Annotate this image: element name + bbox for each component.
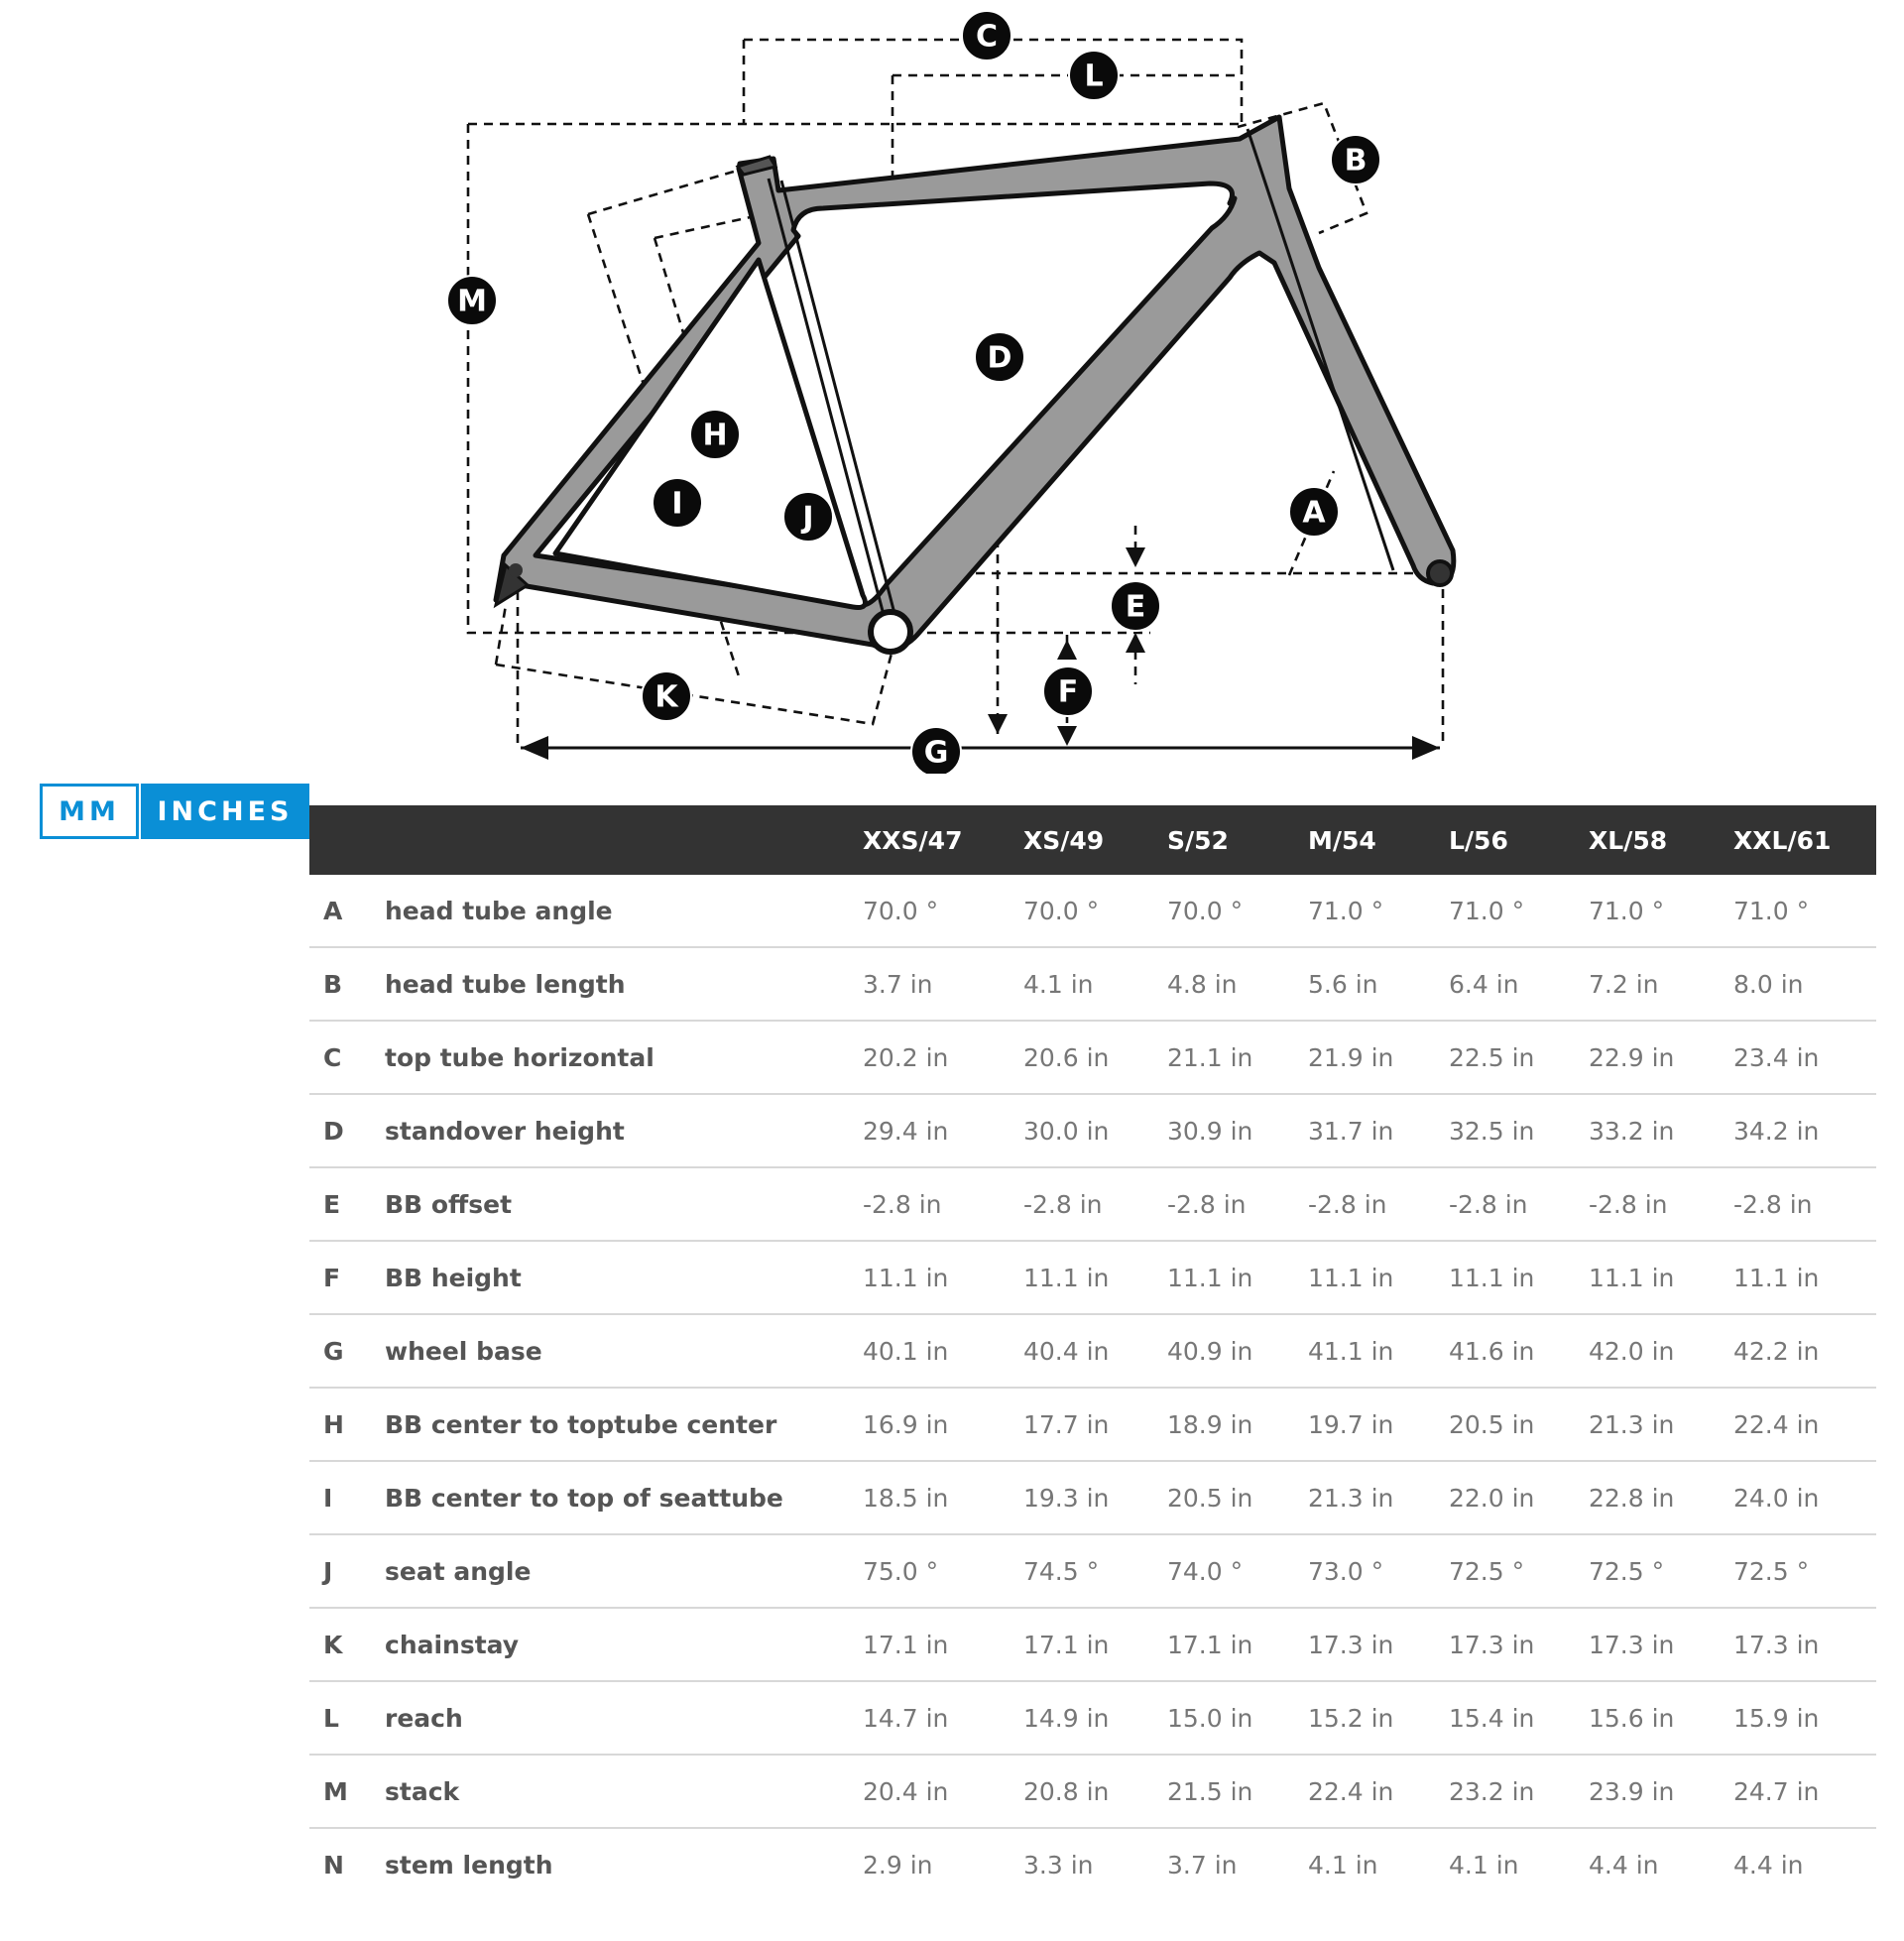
row-value: 31.7 in bbox=[1308, 1094, 1449, 1167]
svg-text:L: L bbox=[1084, 59, 1104, 94]
row-letter: H bbox=[309, 1388, 385, 1461]
row-label: stack bbox=[385, 1755, 863, 1828]
row-value: 23.9 in bbox=[1589, 1755, 1733, 1828]
table-row bbox=[309, 875, 1876, 947]
svg-text:K: K bbox=[654, 679, 678, 715]
row-value: 20.4 in bbox=[863, 1755, 1023, 1828]
row-value: 4.1 in bbox=[1023, 947, 1167, 1021]
row-value: 22.4 in bbox=[1308, 1755, 1449, 1828]
size-header: XL/58 bbox=[1589, 805, 1733, 875]
row-value: 24.7 in bbox=[1733, 1755, 1876, 1828]
row-value: 11.1 in bbox=[1449, 1241, 1589, 1314]
svg-text:H: H bbox=[702, 418, 728, 453]
svg-text:G: G bbox=[923, 735, 949, 771]
geometry-table bbox=[309, 805, 1876, 1900]
row-label: seat angle bbox=[385, 1534, 863, 1608]
row-label: head tube angle bbox=[385, 875, 863, 947]
row-letter: E bbox=[309, 1167, 385, 1241]
row-value: 22.5 in bbox=[1449, 1021, 1589, 1094]
row-value: 15.2 in bbox=[1308, 1681, 1449, 1755]
row-value: 70.0 ° bbox=[1167, 875, 1308, 947]
marker-L bbox=[1069, 51, 1119, 100]
row-label: BB height bbox=[385, 1241, 863, 1314]
row-value: 19.7 in bbox=[1308, 1388, 1449, 1461]
row-value: 32.5 in bbox=[1449, 1094, 1589, 1167]
table-row bbox=[309, 1314, 1876, 1388]
row-label: BB center to toptube center bbox=[385, 1388, 863, 1461]
row-value: 42.0 in bbox=[1589, 1314, 1733, 1388]
table-row bbox=[309, 1681, 1876, 1755]
row-value: 34.2 in bbox=[1733, 1094, 1876, 1167]
row-value: 22.8 in bbox=[1589, 1461, 1733, 1534]
size-header: XXS/47 bbox=[863, 805, 1023, 875]
row-value: 41.1 in bbox=[1308, 1314, 1449, 1388]
row-value: 16.9 in bbox=[863, 1388, 1023, 1461]
size-header: S/52 bbox=[1167, 805, 1308, 875]
row-value: 18.9 in bbox=[1167, 1388, 1308, 1461]
row-value: 71.0 ° bbox=[1308, 875, 1449, 947]
row-value: 17.3 in bbox=[1449, 1608, 1589, 1681]
row-value: 17.1 in bbox=[1023, 1608, 1167, 1681]
row-value: 72.5 ° bbox=[1449, 1534, 1589, 1608]
marker-F bbox=[1043, 667, 1093, 716]
mm-unit-button[interactable]: MM bbox=[40, 784, 139, 839]
header-blank bbox=[309, 805, 385, 875]
frame-geometry-diagram bbox=[0, 0, 1904, 774]
row-label: top tube horizontal bbox=[385, 1021, 863, 1094]
row-value: 17.1 in bbox=[863, 1608, 1023, 1681]
row-value: 24.0 in bbox=[1733, 1461, 1876, 1534]
row-value: 11.1 in bbox=[863, 1241, 1023, 1314]
size-header: XXL/61 bbox=[1733, 805, 1876, 875]
row-value: 17.3 in bbox=[1733, 1608, 1876, 1681]
table-header bbox=[309, 805, 1876, 875]
marker-H bbox=[690, 410, 740, 459]
row-value: 8.0 in bbox=[1733, 947, 1876, 1021]
row-value: 3.7 in bbox=[1167, 1850, 1238, 1880]
svg-text:M: M bbox=[457, 284, 487, 319]
row-value: 17.7 in bbox=[1023, 1388, 1167, 1461]
row-value: 40.4 in bbox=[1023, 1314, 1167, 1388]
row-letter: A bbox=[309, 875, 385, 947]
row-value: 74.5 ° bbox=[1023, 1534, 1167, 1608]
inches-unit-button[interactable]: INCHES bbox=[141, 784, 309, 839]
table-row bbox=[309, 1608, 1876, 1681]
marker-E bbox=[1111, 581, 1160, 631]
svg-text:F: F bbox=[1057, 674, 1079, 710]
row-value: 7.2 in bbox=[1589, 947, 1733, 1021]
row-value: 14.7 in bbox=[863, 1681, 1023, 1755]
row-value: 17.3 in bbox=[1308, 1608, 1449, 1681]
row-value: 33.2 in bbox=[1589, 1094, 1733, 1167]
row-value: 17.1 in bbox=[1167, 1608, 1308, 1681]
row-value: 20.5 in bbox=[1167, 1461, 1308, 1534]
size-header: L/56 bbox=[1449, 805, 1589, 875]
marker-M bbox=[447, 276, 497, 325]
row-value: 15.4 in bbox=[1449, 1681, 1589, 1755]
row-letter: K bbox=[309, 1608, 385, 1681]
row-value: -2.8 in bbox=[1308, 1167, 1449, 1241]
svg-text:I: I bbox=[671, 486, 683, 522]
row-value: 22.0 in bbox=[1449, 1461, 1589, 1534]
row-letter: J bbox=[309, 1534, 385, 1608]
row-value: -2.8 in bbox=[863, 1167, 1023, 1241]
table-row bbox=[309, 1241, 1876, 1314]
row-value: 14.9 in bbox=[1023, 1681, 1167, 1755]
row-value: -2.8 in bbox=[1589, 1167, 1733, 1241]
svg-text:A: A bbox=[1302, 495, 1326, 531]
row-value: 22.4 in bbox=[1733, 1388, 1876, 1461]
svg-text:D: D bbox=[987, 340, 1012, 376]
row-label: BB offset bbox=[385, 1167, 863, 1241]
unit-toggle bbox=[40, 784, 309, 843]
svg-text:E: E bbox=[1125, 589, 1146, 625]
marker-C bbox=[962, 11, 1012, 61]
size-header: XS/49 bbox=[1023, 805, 1167, 875]
row-value: 70.0 ° bbox=[1023, 875, 1167, 947]
row-value: 40.1 in bbox=[863, 1314, 1023, 1388]
row-value: 6.4 in bbox=[1449, 947, 1589, 1021]
svg-text:B: B bbox=[1344, 143, 1368, 179]
row-label: BB center to top of seattube bbox=[385, 1461, 863, 1534]
row-value: 20.6 in bbox=[1023, 1021, 1167, 1094]
row-value: 21.9 in bbox=[1308, 1021, 1449, 1094]
row-value: 4.1 in bbox=[1308, 1850, 1378, 1880]
row-letter: L bbox=[309, 1681, 385, 1755]
row-value: 2.9 in bbox=[863, 1850, 933, 1880]
row-value: 11.1 in bbox=[1308, 1241, 1449, 1314]
svg-text:C: C bbox=[975, 19, 999, 55]
row-value: 20.8 in bbox=[1023, 1755, 1167, 1828]
row-label: stem length bbox=[385, 1850, 553, 1880]
row-value: 19.3 in bbox=[1023, 1461, 1167, 1534]
row-value: 40.9 in bbox=[1167, 1314, 1308, 1388]
bike-frame bbox=[496, 117, 1454, 652]
row-label: chainstay bbox=[385, 1608, 863, 1681]
row-value: 18.5 in bbox=[863, 1461, 1023, 1534]
row-value: 23.2 in bbox=[1449, 1755, 1589, 1828]
row-value: 17.3 in bbox=[1589, 1608, 1733, 1681]
row-value: 21.1 in bbox=[1167, 1021, 1308, 1094]
svg-text:J: J bbox=[802, 500, 814, 536]
marker-A bbox=[1289, 487, 1339, 537]
row-value: 15.9 in bbox=[1733, 1681, 1876, 1755]
table-row bbox=[309, 1021, 1876, 1094]
marker-B bbox=[1331, 135, 1380, 184]
row-value: -2.8 in bbox=[1167, 1167, 1308, 1241]
row-value: 11.1 in bbox=[1589, 1241, 1733, 1314]
row-letter: N bbox=[323, 1850, 344, 1880]
row-value: 70.0 ° bbox=[863, 875, 1023, 947]
row-value: 71.0 ° bbox=[1589, 875, 1733, 947]
row-label: wheel base bbox=[385, 1314, 863, 1388]
header-blank bbox=[385, 805, 863, 875]
row-value: 11.1 in bbox=[1023, 1241, 1167, 1314]
table-row bbox=[309, 1755, 1876, 1828]
row-value: 11.1 in bbox=[1733, 1241, 1876, 1314]
row-letter: F bbox=[309, 1241, 385, 1314]
row-value: 23.4 in bbox=[1733, 1021, 1876, 1094]
row-letter: B bbox=[309, 947, 385, 1021]
row-value: 4.8 in bbox=[1167, 947, 1308, 1021]
row-value: 30.9 in bbox=[1167, 1094, 1308, 1167]
row-value: 74.0 ° bbox=[1167, 1534, 1308, 1608]
row-value: 21.3 in bbox=[1308, 1461, 1449, 1534]
row-value: -2.8 in bbox=[1449, 1167, 1589, 1241]
table-row bbox=[309, 1094, 1876, 1167]
row-value: -2.8 in bbox=[1733, 1167, 1876, 1241]
marker-K bbox=[642, 671, 691, 721]
row-value: 4.1 in bbox=[1449, 1850, 1519, 1880]
size-header: M/54 bbox=[1308, 805, 1449, 875]
table-row bbox=[309, 1461, 1876, 1534]
row-value: 4.4 in bbox=[1733, 1850, 1804, 1880]
table-row bbox=[309, 1828, 1876, 1900]
marker-D bbox=[975, 332, 1024, 382]
row-value: 15.6 in bbox=[1589, 1681, 1733, 1755]
row-value: 22.9 in bbox=[1589, 1021, 1733, 1094]
row-value: 75.0 ° bbox=[863, 1534, 1023, 1608]
row-label: head tube length bbox=[385, 947, 863, 1021]
row-value: 41.6 in bbox=[1449, 1314, 1589, 1388]
row-value: 72.5 ° bbox=[1733, 1534, 1876, 1608]
marker-G bbox=[911, 727, 961, 774]
row-value: 73.0 ° bbox=[1308, 1534, 1449, 1608]
row-value: 15.0 in bbox=[1167, 1681, 1308, 1755]
table-row bbox=[309, 947, 1876, 1021]
row-value: 42.2 in bbox=[1733, 1314, 1876, 1388]
row-value: 20.5 in bbox=[1449, 1388, 1589, 1461]
row-letter: C bbox=[309, 1021, 385, 1094]
row-value: 30.0 in bbox=[1023, 1094, 1167, 1167]
row-value: 3.7 in bbox=[863, 947, 1023, 1021]
row-letter: G bbox=[309, 1314, 385, 1388]
row-value: 4.4 in bbox=[1589, 1850, 1659, 1880]
table-row bbox=[309, 1534, 1876, 1608]
row-value: -2.8 in bbox=[1023, 1167, 1167, 1241]
row-letter: M bbox=[309, 1755, 385, 1828]
marker-I bbox=[653, 478, 702, 528]
table-body bbox=[309, 875, 1876, 1900]
row-value: 11.1 in bbox=[1167, 1241, 1308, 1314]
table-row bbox=[309, 1388, 1876, 1461]
row-value: 29.4 in bbox=[863, 1094, 1023, 1167]
row-label: reach bbox=[385, 1681, 863, 1755]
row-letter: I bbox=[309, 1461, 385, 1534]
row-label: standover height bbox=[385, 1094, 863, 1167]
row-value: 71.0 ° bbox=[1449, 875, 1589, 947]
row-value: 20.2 in bbox=[863, 1021, 1023, 1094]
row-value: 72.5 ° bbox=[1589, 1534, 1733, 1608]
row-value: 3.3 in bbox=[1023, 1850, 1094, 1880]
row-letter: D bbox=[309, 1094, 385, 1167]
row-value: 71.0 ° bbox=[1733, 875, 1876, 947]
row-value: 21.3 in bbox=[1589, 1388, 1733, 1461]
row-value: 5.6 in bbox=[1308, 947, 1449, 1021]
marker-J bbox=[783, 492, 833, 542]
row-value: 21.5 in bbox=[1167, 1755, 1308, 1828]
table-row bbox=[309, 1167, 1876, 1241]
